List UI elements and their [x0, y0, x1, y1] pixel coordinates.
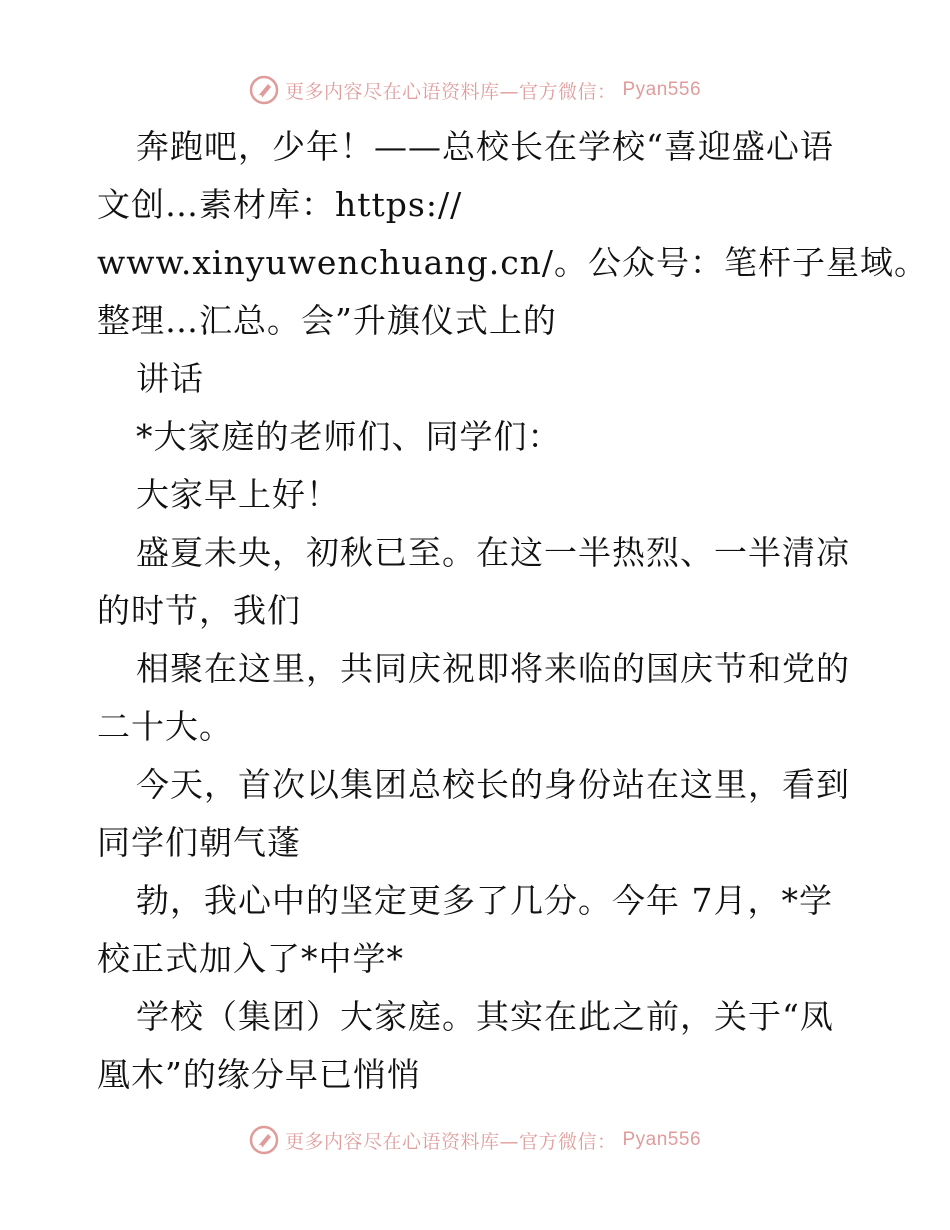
watermark-wechat-id: Pyan556: [622, 1129, 702, 1150]
text-line: *大家庭的老师们、同学们：: [136, 417, 562, 456]
text-line: 讲话: [136, 359, 204, 398]
watermark-text: 更多内容尽在心语资料库—官方微信：: [284, 80, 617, 103]
header-watermark: [0, 70, 950, 110]
text-line: 盛夏未央，初秋已至。在这一半热烈、一半清凉: [136, 533, 850, 572]
text-line: 校正式加入了*中学*: [97, 939, 404, 978]
text-line: 大家早上好！: [136, 475, 340, 514]
text-line: 奔跑吧，少年！——总校长在学校“喜迎盛心语: [136, 127, 834, 166]
text-line: 的时节，我们: [97, 591, 301, 630]
text-line: 相聚在这里，共同庆祝即将来临的国庆节和党的: [136, 649, 850, 688]
text-line: www.xinyuwenchuang.cn/。公众号：笔杆子星域。: [97, 243, 929, 282]
text-line: 凰木”的缘分早已悄悄: [97, 1055, 421, 1094]
text-line: 二十大。: [97, 707, 233, 746]
text-line: 文创…素材库：https://: [97, 185, 463, 224]
pen-nib-logo-icon: [249, 75, 279, 105]
footer-watermark: [0, 1120, 950, 1160]
text-line: 同学们朝气蓬: [97, 823, 301, 862]
pen-nib-logo-icon: [249, 1125, 279, 1155]
text-line: 今天，首次以集团总校长的身份站在这里，看到: [136, 765, 850, 804]
watermark-wechat-id: Pyan556: [622, 79, 702, 100]
text-line: 整理…汇总。会”升旗仪式上的: [97, 301, 557, 340]
watermark-text: 更多内容尽在心语资料库—官方微信：: [284, 1130, 617, 1153]
document-body: [97, 118, 929, 1104]
text-line: 学校（集团）大家庭。其实在此之前，关于“凤: [136, 997, 834, 1036]
text-line: 勃，我心中的坚定更多了几分。今年 7月，*学: [136, 881, 833, 920]
